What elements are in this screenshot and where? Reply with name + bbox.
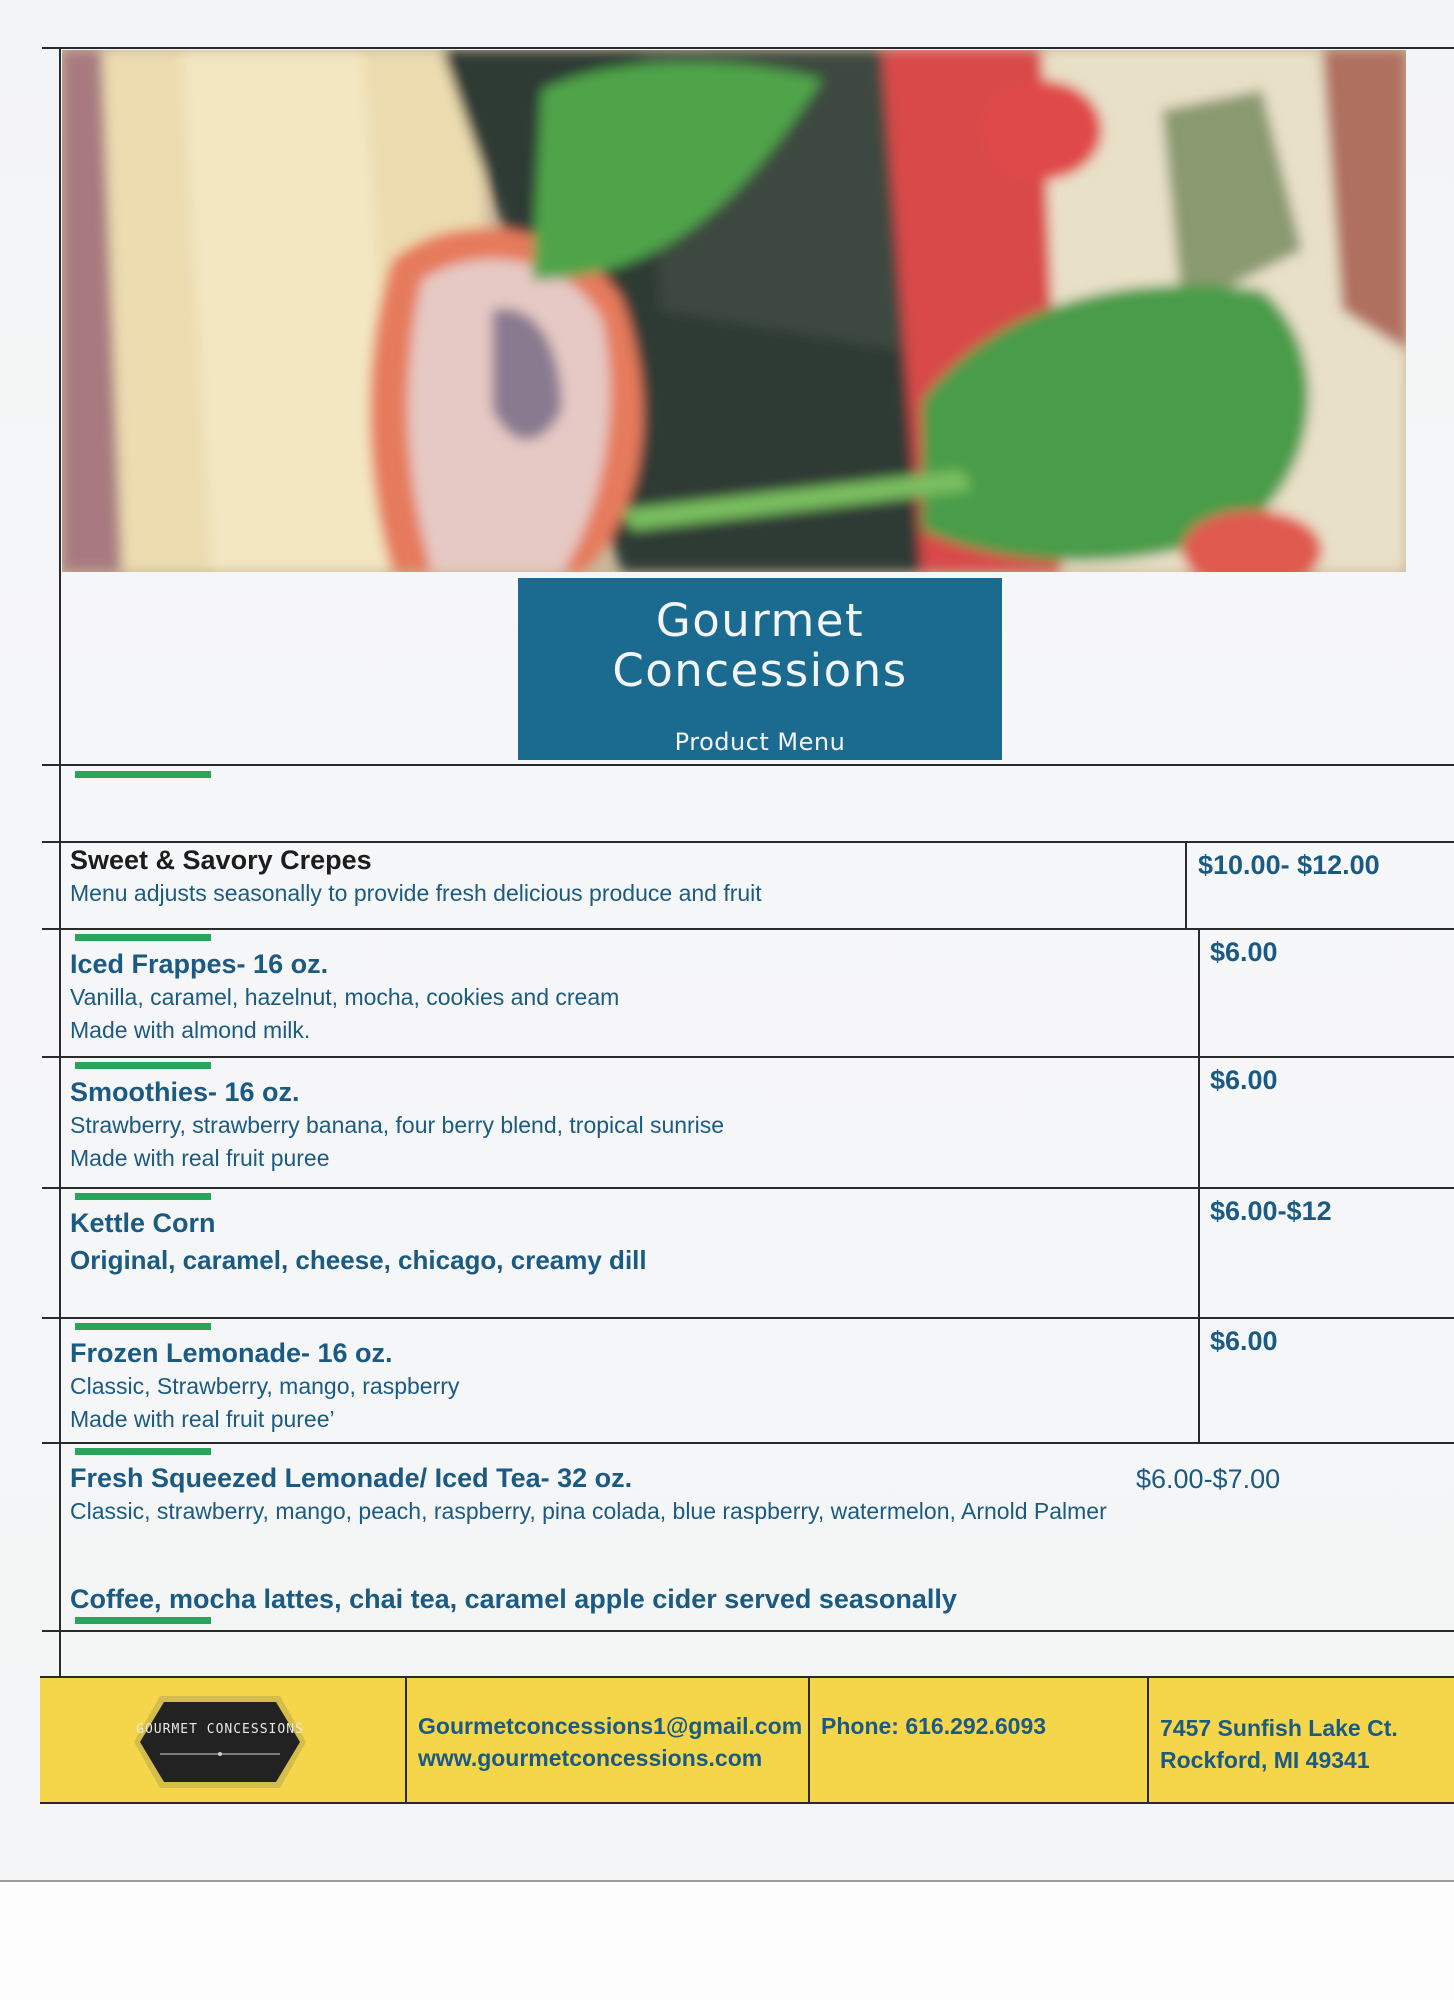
item-price: $6.00-$12 <box>1210 1196 1332 1226</box>
price-column-divider <box>1198 929 1200 1443</box>
menu-item-kettle-corn <box>70 1206 647 1277</box>
accent-bar <box>75 1323 211 1330</box>
item-price: $6.00-$7.00 <box>1136 1464 1281 1494</box>
phone-number[interactable]: Phone: 616.292.6093 <box>821 1713 1047 1739</box>
accent-bar <box>75 1448 211 1455</box>
food-photo-icon <box>62 50 1406 572</box>
seasonal-note <box>70 1582 957 1616</box>
title-banner <box>518 578 1002 760</box>
item-name: Frozen Lemonade- 16 oz. <box>70 1338 393 1368</box>
title-line-2: Concessions <box>612 644 908 697</box>
address-line-1: 7457 Sunfish Lake Ct. <box>1160 1715 1398 1741</box>
accent-bar <box>75 1062 211 1069</box>
item-price: $6.00 <box>1210 1065 1278 1095</box>
item-description: Vanilla, caramel, hazelnut, mocha, cookies and cream <box>70 984 620 1010</box>
website-link[interactable]: www.gourmetconcessions.com <box>418 1745 763 1771</box>
accent-bar <box>75 771 211 778</box>
row-divider <box>42 928 1454 930</box>
footer-divider <box>1147 1678 1149 1802</box>
item-name: Kettle Corn <box>70 1208 216 1238</box>
hero-food-photo <box>62 50 1406 572</box>
seasonal-note-text: Coffee, mocha lattes, chai tea, caramel apple cider served seasonally <box>70 1584 957 1614</box>
address-line-2: Rockford, MI 49341 <box>1160 1747 1370 1773</box>
item-name: Iced Frappes- 16 oz. <box>70 949 329 979</box>
header-divider <box>42 764 1454 766</box>
item-description: Made with real fruit puree <box>70 1145 330 1171</box>
menu-item-smoothies <box>70 1075 724 1175</box>
item-price: $6.00 <box>1210 937 1278 967</box>
item-description: Original, caramel, cheese, chicago, creamy dill <box>70 1245 647 1275</box>
logo-text: GOURMET CONCESSIONS <box>136 1722 304 1737</box>
accent-bar <box>75 1193 211 1200</box>
top-border <box>42 47 1454 49</box>
item-name: Fresh Squeezed Lemonade/ Iced Tea- 32 oz. <box>70 1463 633 1493</box>
accent-bar <box>75 1617 211 1624</box>
item-description: Classic, Strawberry, mango, raspberry <box>70 1373 460 1399</box>
left-border <box>59 48 61 1676</box>
footer-divider <box>405 1678 407 1802</box>
row-divider <box>42 1442 1454 1444</box>
menu-item-frozen-lemonade <box>70 1336 459 1436</box>
item-name: Sweet & Savory Crepes <box>70 845 372 875</box>
accent-bar <box>75 934 211 941</box>
menu-item-fresh-lemonade <box>70 1461 1107 1528</box>
row-divider <box>42 1317 1454 1319</box>
item-description: Classic, strawberry, mango, peach, raspberry, pina colada, blue raspberry, watermelon, Arnold Palmer <box>70 1498 1107 1524</box>
contact-footer <box>40 1676 1454 1804</box>
menu-item-iced-frappes <box>70 947 619 1047</box>
item-description: Made with almond milk. <box>70 1017 311 1043</box>
menu-item-crepes <box>70 843 762 910</box>
price-column-divider <box>1185 842 1187 929</box>
item-description: Strawberry, strawberry banana, four berry blend, tropical sunrise <box>70 1112 725 1138</box>
item-price: $6.00 <box>1210 1326 1278 1356</box>
email-link[interactable]: Gourmetconcessions1@gmail.com <box>418 1713 803 1739</box>
row-divider <box>42 1056 1454 1058</box>
item-name: Smoothies- 16 oz. <box>70 1077 300 1107</box>
item-description: Made with real fruit puree’ <box>70 1406 335 1432</box>
item-description: Menu adjusts seasonally to provide fresh delicious produce and fruit <box>70 880 762 906</box>
row-divider <box>42 1187 1454 1189</box>
title-line-1: Gourmet <box>655 594 865 647</box>
item-price: $10.00- $12.00 <box>1198 850 1380 880</box>
row-divider <box>42 1630 1454 1632</box>
footer-divider <box>808 1678 810 1802</box>
subtitle: Product Menu <box>674 728 846 756</box>
